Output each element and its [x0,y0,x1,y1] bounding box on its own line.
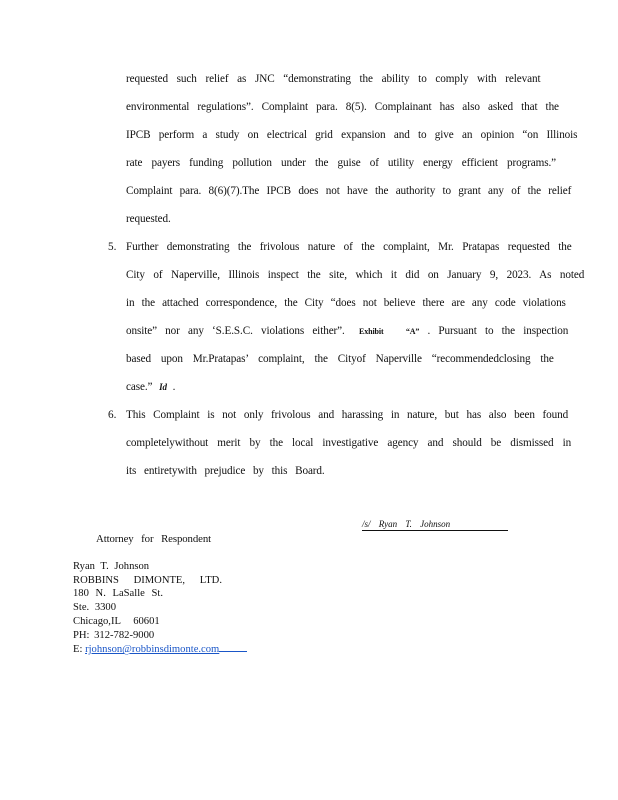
signature-text: /s/ Ryan T. Johnson [362,519,451,529]
text-segment: . Pursuant to the inspection [427,325,569,337]
continuation-line-1 [126,73,541,85]
item-5-line-2: City of Naperville, Illinois inspect the site, which it did on January 9, 2023. As noted [126,269,585,281]
text-segment: . [172,381,176,393]
item-5-number: 5. [108,241,117,253]
item-6-line-1: This Complaint is not only frivolous and harassing in nature, but has also been found [126,409,569,421]
attorney-label: Attorney for Respondent [96,533,212,545]
contact-firm: ROBBINS DIMONTE, LTD. [73,574,222,586]
email-prefix: E: [73,644,83,656]
text-segment: requested such relief as JNC “demonstrating the ability to comply with relevant [126,73,541,85]
item-5-line-3: in the attached correspondence, the City “does not believe there are any code violations [126,297,566,309]
signature-line [362,519,508,531]
continuation-line-6: requested. [126,213,171,225]
item-5-line-4 [126,325,568,337]
email-link[interactable]: rjohnson@robbinsdimonte.com [85,644,220,656]
text-segment: onsite” nor any ‘S.E.S.C. violations either”. [126,325,345,337]
email-underline-extension [219,642,247,652]
contact-street: 180 N. LaSalle St. [73,588,163,600]
id-citation: Id [159,382,167,392]
item-5-line-5: based upon Mr.Pratapas’ complaint, the Cityof Naperville “recommendedclosing the [126,353,554,365]
continuation-line-2: environmental regulations”. Complaint para. 8(5). Complainant has also asked that the [126,101,559,113]
contact-block [73,560,247,657]
contact-phone: PH: 312-782-9000 [73,629,155,641]
continuation-line-3: IPCB perform a study on electrical grid expansion and to give an opinion “on Illinois [126,129,578,141]
text-segment: case.” [126,381,153,393]
contact-name: Ryan T. Johnson [73,561,150,572]
item-6-line-2: completelywithout merit by the local investigative agency and should be dismissed in [126,437,572,449]
exhibit-letter: “A” [405,327,420,336]
exhibit-label: Exhibit [358,327,384,336]
contact-suite: Ste. 3300 [73,602,117,614]
continuation-line-5: Complaint para. 8(6)(7).The IPCB does not have the authority to grant any of the relief [126,185,572,197]
contact-email-row [73,642,247,657]
contact-city: Chicago,IL 60601 [73,615,160,627]
item-5-line-6 [126,381,175,393]
continuation-line-4: rate payers funding pollution under the guise of utility energy efficient programs.” [126,157,557,169]
item-5-line-1: Further demonstrating the frivolous nature of the complaint, Mr. Pratapas requested the [126,241,572,253]
item-6-number: 6. [108,409,117,421]
item-6-line-3: its entiretywith prejudice by this Board. [126,465,325,477]
